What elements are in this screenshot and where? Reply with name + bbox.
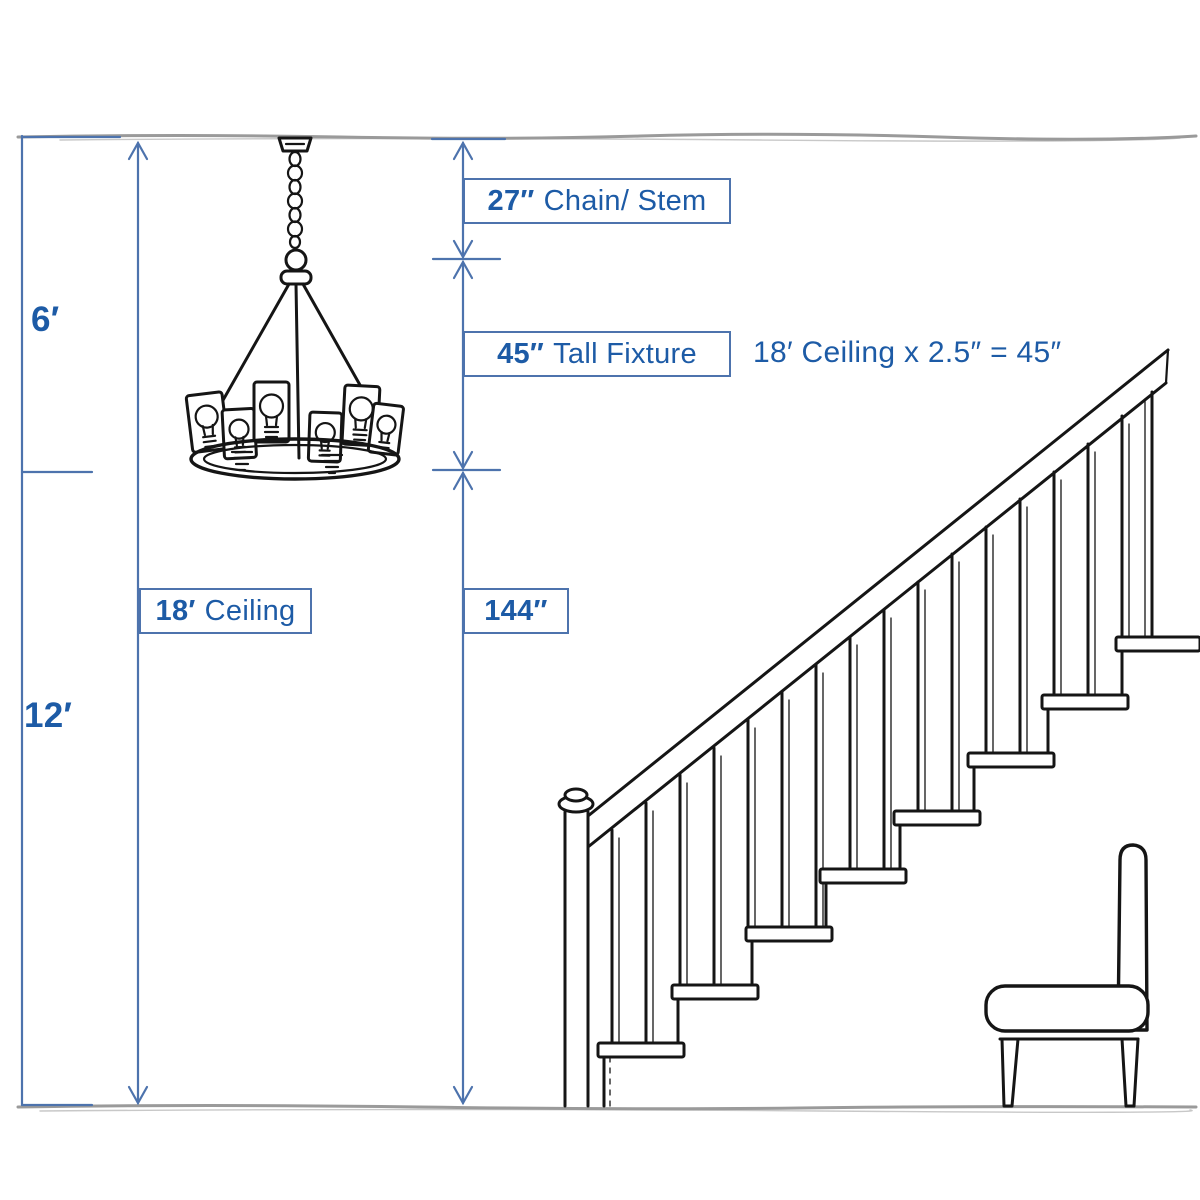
upper-wall-dimension: 6′ bbox=[31, 300, 60, 339]
chandelier-chain bbox=[288, 152, 302, 248]
total-drop-label bbox=[463, 588, 569, 634]
newel-post bbox=[559, 789, 593, 1106]
ceiling-height-text: Ceiling bbox=[204, 594, 296, 627]
chain-stem-value: 27″ bbox=[487, 184, 535, 217]
chandelier-illustration bbox=[186, 138, 404, 479]
chandelier-ring bbox=[191, 439, 399, 479]
lower-wall-dimension: 12′ bbox=[24, 696, 73, 735]
balusters bbox=[612, 392, 1152, 1043]
chain-stem-label bbox=[463, 178, 731, 224]
ceiling-height-label bbox=[139, 588, 312, 634]
handrail bbox=[588, 350, 1168, 847]
floor-line bbox=[18, 1106, 1196, 1113]
formula-text: 18′ Ceiling x 2.5″ = 45″ bbox=[753, 336, 1062, 369]
tall-fixture-label bbox=[463, 331, 731, 377]
tall-fixture-text: Tall Fixture bbox=[553, 337, 697, 370]
chair-illustration bbox=[986, 845, 1148, 1106]
ceiling-line bbox=[18, 134, 1196, 141]
total-drop-value: 144″ bbox=[484, 594, 548, 627]
tall-fixture-value: 45″ bbox=[497, 337, 545, 370]
left-dimension-line bbox=[22, 136, 120, 1105]
ceiling-height-value: 18′ bbox=[155, 594, 196, 627]
chain-stem-text: Chain/ Stem bbox=[543, 184, 707, 217]
chandelier-bulbs bbox=[186, 382, 404, 462]
